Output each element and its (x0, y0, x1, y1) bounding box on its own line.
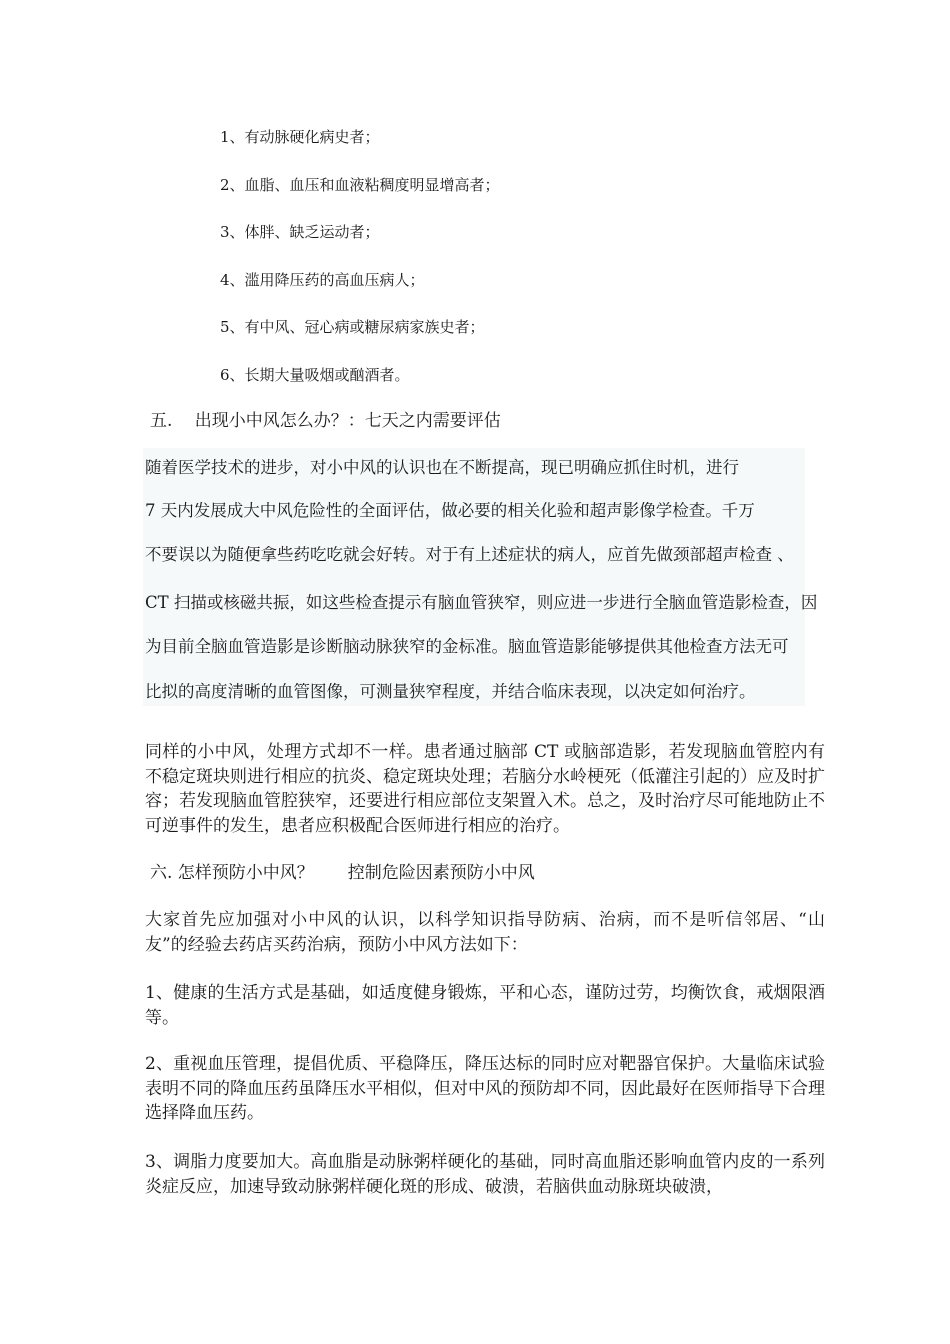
section6-heading: 六. 怎样预防小中风？ 控制危险因素预防小中风 (150, 863, 535, 883)
prevention-intro: 大家首先应加强对小中风的认识，以科学知识指导防病、治病，而不是听信邻居、“山友”的经验去药店买药治病，预防小中风方法如下： (145, 910, 825, 955)
shaded-paragraph-line: 随着医学技术的进步，对小中风的认识也在不断提高，现已明确应抓住时机，进行 (145, 458, 739, 477)
prevention-item: 3、调脂力度要加大。高血脂是动脉粥样硬化的基础，同时高血脂还影响血管内皮的一系列炎症反应，加速导致动脉粥样硬化斑的形成、破溃，若脑供血动脉斑块破溃， (145, 1152, 825, 1197)
risk-list-item: 6、长期大量吸烟或酗酒者。 (220, 366, 410, 384)
risk-list-item: 4、滥用降压药的高血压病人； (220, 271, 425, 289)
shaded-paragraph (143, 448, 805, 706)
prevention-item: 2、重视血压管理，提倡优质、平稳降压，降压达标的同时应对靶器官保护。大量临床试验表明不同的降血压药虽降压水平相似，但对中风的预防却不同，因此最好在医师指导下合理选择降血压药。 (145, 1054, 825, 1123)
shaded-paragraph-line: 比拟的高度清晰的血管图像，可测量狭窄程度，并结合临床表现，以决定如何治疗。 (145, 682, 756, 701)
shaded-paragraph-line: 为目前全脑血管造影是诊断脑动脉狭窄的金标准。脑血管造影能够提供其他检查方法无可 (145, 637, 789, 656)
prevention-item: 1、健康的生活方式是基础，如适度健身锻炼，平和心态，谨防过劳，均衡饮食，戒烟限酒等。 (145, 983, 825, 1028)
shaded-paragraph-line: CT 扫描或核磁共振，如这些检查提示有脑血管狭窄，则应进一步进行全脑血管造影检查，因 (145, 593, 818, 612)
shaded-paragraph-line: 7 天内发展成大中风危险性的全面评估，做必要的相关化验和超声影像学检查。千万 (145, 501, 755, 520)
risk-list-item: 1、有动脉硬化病史者； (220, 128, 380, 146)
risk-list-item: 3、体胖、缺乏运动者； (220, 223, 380, 241)
risk-list-item: 5、有中风、冠心病或糖尿病家族史者； (220, 318, 485, 336)
treatment-paragraph: 同样的小中风，处理方式却不一样。患者通过脑部 CT 或脑部造影，若发现脑血管腔内有不稳定斑块则进行相应的抗炎、稳定斑块处理；若脑分水岭梗死（低灌注引起的）应及时扩容；若发现脑血管腔狭窄，还要进行相应部位支架置入术。总之，及时治疗尽可能地防止不可逆事件的发生，患者应积极配合医师进行相应的治疗。 (145, 742, 825, 836)
section5-heading: 五. 出现小中风怎么办？：七天之内需要评估 (150, 411, 501, 431)
shaded-paragraph-line: 不要误以为随便拿些药吃吃就会好转。对于有上述症状的病人，应首先做颈部超声检查 、 (145, 545, 794, 564)
risk-list-item: 2、血脂、血压和血液粘稠度明显增高者； (220, 176, 500, 194)
